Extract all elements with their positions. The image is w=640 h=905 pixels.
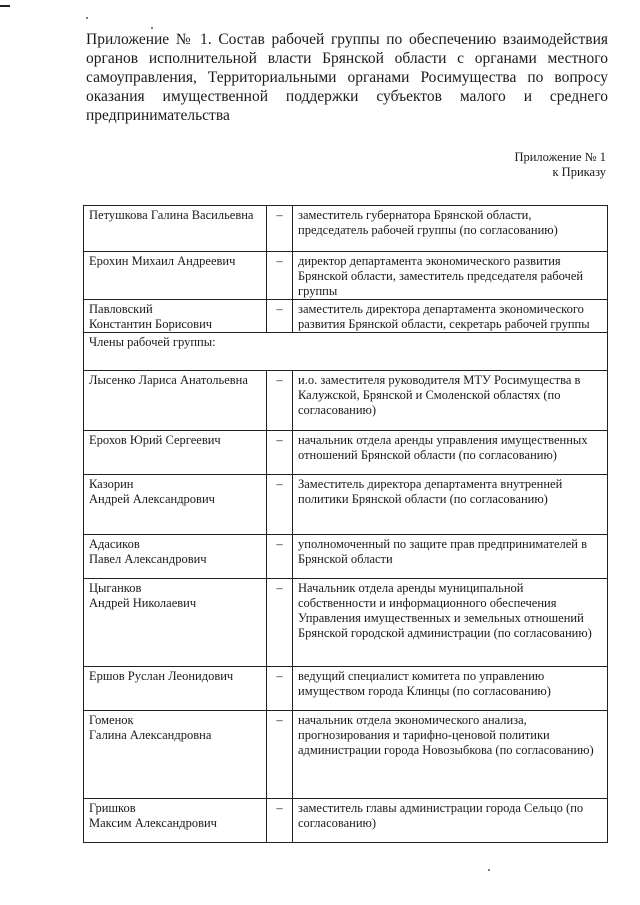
member-role: начальник отдела экономического анализа, прогнозирования и тарифно-ценовой политики администрации города Новозыбкова (по согласованию) bbox=[293, 711, 608, 799]
member-name-line: Галина Александровна bbox=[89, 728, 212, 742]
member-name bbox=[84, 371, 267, 431]
member-name-line: Казорин bbox=[89, 477, 134, 491]
dash-separator: – bbox=[267, 206, 293, 252]
dash-separator: – bbox=[267, 711, 293, 799]
member-name-line: Ершов Руслан Леонидович bbox=[89, 669, 234, 683]
member-row bbox=[84, 371, 608, 431]
member-row bbox=[84, 667, 608, 711]
member-name bbox=[84, 431, 267, 475]
member-row bbox=[84, 711, 608, 799]
member-role: начальник отдела аренды управления имущественных отношений Брянской области (по согласованию) bbox=[293, 431, 608, 475]
members-heading: Члены рабочей группы: bbox=[84, 333, 608, 371]
member-name bbox=[84, 300, 267, 333]
member-role: Заместитель директора департамента внутренней политики Брянской области (по согласованию) bbox=[293, 475, 608, 535]
member-name-line: Петушкова Галина Васильевна bbox=[89, 208, 254, 222]
member-name bbox=[84, 206, 267, 252]
member-role: заместитель губернатора Брянской области, председатель рабочей группы (по согласованию) bbox=[293, 206, 608, 252]
member-name-line: Адасиков bbox=[89, 537, 140, 551]
scan-speck bbox=[151, 27, 153, 29]
scan-corner-mark bbox=[0, 5, 10, 7]
member-name bbox=[84, 252, 267, 300]
member-name bbox=[84, 535, 267, 579]
member-role: ведущий специалист комитета по управлению имуществом города Клинцы (по согласованию) bbox=[293, 667, 608, 711]
dash-separator: – bbox=[267, 371, 293, 431]
member-name-line: Павел Александрович bbox=[89, 552, 207, 566]
member-row bbox=[84, 431, 608, 475]
dash-separator: – bbox=[267, 535, 293, 579]
member-name bbox=[84, 667, 267, 711]
member-name-line: Андрей Александрович bbox=[89, 492, 215, 506]
member-row bbox=[84, 252, 608, 300]
dash-separator: – bbox=[267, 667, 293, 711]
member-name-line: Андрей Николаевич bbox=[89, 596, 197, 610]
member-role: заместитель директора департамента экономического развития Брянской области, секретарь рабочей группы bbox=[293, 300, 608, 333]
member-role: уполномоченный по защите прав предпринимателей в Брянской области bbox=[293, 535, 608, 579]
member-name-line: Ерохин Михаил Андреевич bbox=[89, 254, 236, 268]
member-name-line: Максим Александрович bbox=[89, 816, 217, 830]
scan-speck bbox=[86, 17, 88, 19]
member-row bbox=[84, 206, 608, 252]
member-name bbox=[84, 579, 267, 667]
page-heading: Приложение № 1. Состав рабочей группы по обеспечению взаимодействия органов исполнительной власти Брянской области с органами местного самоуправления, Территориальными органами Росимущества по вопросу оказания имущественной поддержки субъектов малого и среднего предпринимательства bbox=[86, 31, 608, 124]
working-group-table bbox=[83, 205, 608, 843]
member-name-line: Лысенко Лариса Анатольевна bbox=[89, 373, 248, 387]
member-name-line: Гришков bbox=[89, 801, 136, 815]
member-row bbox=[84, 579, 608, 667]
member-name-line: Гоменок bbox=[89, 713, 134, 727]
member-name-line: Ерохов Юрий Сергеевич bbox=[89, 433, 221, 447]
annex-reference bbox=[440, 150, 606, 180]
member-role: директор департамента экономического развития Брянской области, заместитель председателя рабочей группы bbox=[293, 252, 608, 300]
dash-separator: – bbox=[267, 300, 293, 333]
member-row bbox=[84, 300, 608, 333]
annex-reference-line-2: к Приказу bbox=[552, 165, 606, 179]
dash-separator: – bbox=[267, 431, 293, 475]
annex-reference-line-1: Приложение № 1 bbox=[514, 150, 606, 164]
dash-separator: – bbox=[267, 579, 293, 667]
dash-separator: – bbox=[267, 475, 293, 535]
member-name-line: Константин Борисович bbox=[89, 317, 213, 331]
member-name-line: Павловский bbox=[89, 302, 153, 316]
dash-separator: – bbox=[267, 252, 293, 300]
members-heading-row bbox=[84, 333, 608, 371]
dash-separator: – bbox=[267, 799, 293, 843]
member-name bbox=[84, 799, 267, 843]
member-name-line: Цыганков bbox=[89, 581, 142, 595]
scan-speck bbox=[488, 869, 490, 871]
member-role: Начальник отдела аренды муниципальной собственности и информационного обеспечения Управления имущественных и земельных отношений Брянской городской администрации (по согласованию) bbox=[293, 579, 608, 667]
member-row bbox=[84, 535, 608, 579]
member-role: заместитель главы администрации города Сельцо (по согласованию) bbox=[293, 799, 608, 843]
member-name bbox=[84, 475, 267, 535]
member-row bbox=[84, 799, 608, 843]
member-row bbox=[84, 475, 608, 535]
member-role: и.о. заместителя руководителя МТУ Росимущества в Калужской, Брянской и Смоленской областях (по согласованию) bbox=[293, 371, 608, 431]
member-name bbox=[84, 711, 267, 799]
